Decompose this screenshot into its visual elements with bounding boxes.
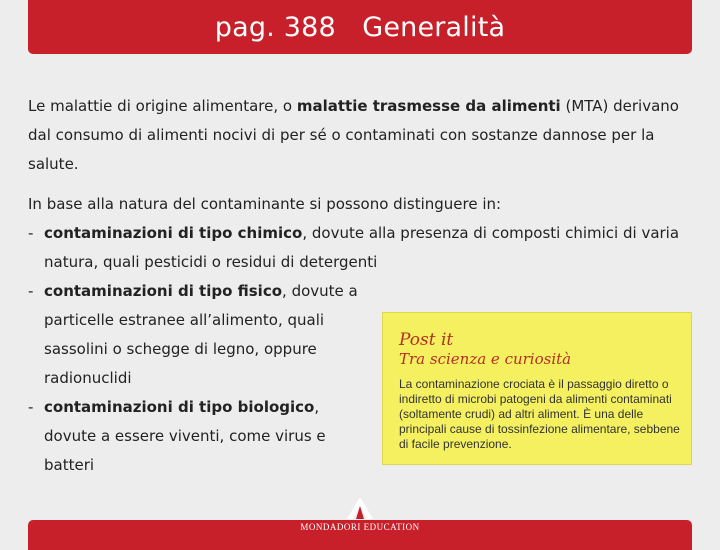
dash: -: [28, 224, 34, 242]
bullet-biologico: [28, 393, 364, 480]
intro-text-2: (MTA) derivano dal consumo di alimenti nocivi di per sé o contaminati con sostanze dannose per la salute.: [28, 97, 679, 173]
postit-heading-2: Tra scienza e curiosità: [399, 350, 572, 368]
postit-heading: [399, 331, 571, 369]
subtitle: In base alla natura del contaminante si possono distinguere in:: [28, 195, 502, 213]
mondadori-logo: [280, 496, 440, 540]
bullet-bold: contaminazioni di tipo chimico: [44, 224, 303, 242]
intro-text-1: Le malattie di origine alimentare, o: [28, 97, 297, 115]
intro-paragraph: [28, 92, 692, 179]
bullet-chimico: [28, 219, 692, 277]
bullet-bold: contaminazioni di tipo biologico: [44, 398, 315, 416]
dash: -: [28, 398, 34, 416]
bullet-text: , dovute a particelle estranee all’alimento, quali sassolini o schegge di legno, oppure radionuclidi: [44, 282, 358, 387]
postit-box: [382, 312, 692, 465]
dash: -: [28, 282, 34, 300]
intro-bold: malattie trasmesse da alimenti: [296, 97, 561, 115]
postit-heading-1: Post it: [399, 330, 454, 350]
postit-body: La contaminazione crociata è il passaggio diretto o indiretto di microbi patogeni da alimenti contaminati (soltamente crudi) ad altri aliment. È una delle principali cause di tossinfezione alimentare, sebbene di facile prevenzione.: [399, 377, 680, 451]
bullet-fisico: [28, 277, 384, 393]
page-title: pag. 388 Generalità: [214, 11, 506, 43]
bullet-text: , dovute a essere viventi, come virus e batteri: [44, 398, 326, 474]
logo-text: MONDADORI EDUCATION: [300, 522, 420, 532]
logo-mark-icon: [340, 496, 380, 520]
bullet-bold: contaminazioni di tipo fisico: [44, 282, 283, 300]
title-bar: [28, 0, 692, 54]
bullet-text: , dovute alla presenza di composti chimici di varia natura, quali pesticidi o residui di detergenti: [44, 224, 680, 271]
